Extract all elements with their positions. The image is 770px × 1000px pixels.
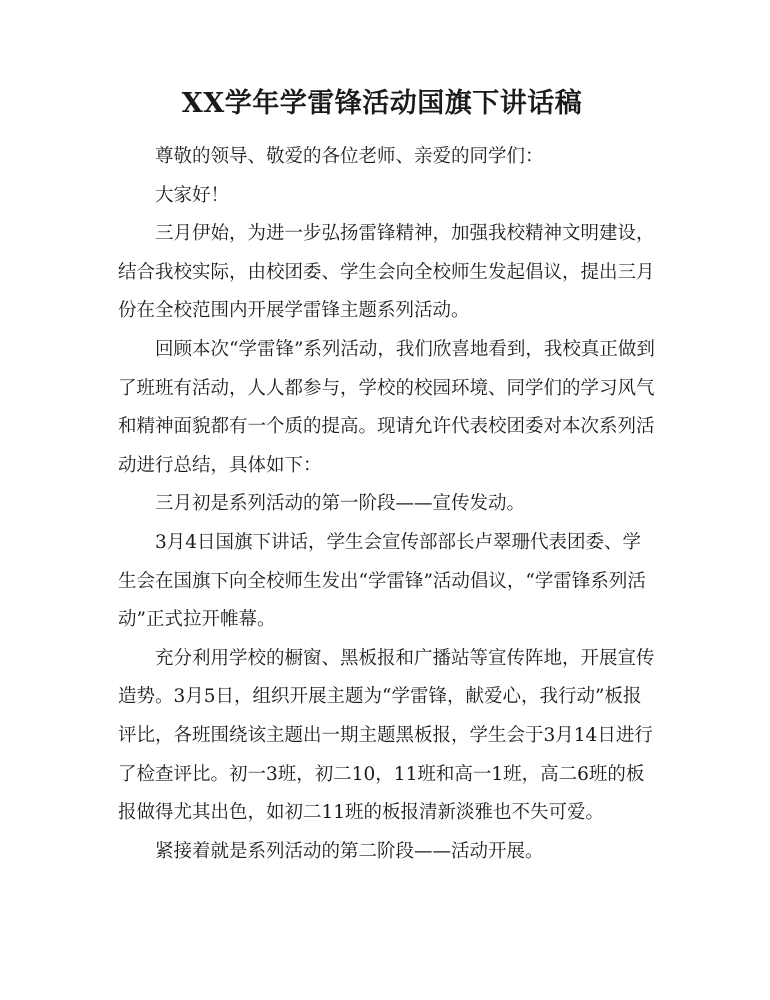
paragraph-intro: 三月伊始，为进一步弘扬雷锋精神，加强我校精神文明建设，结合我校实际，由校团委、学生会向全校师生发起倡议，提出三月份在全校范围内开展学雷锋主题系列活动。 (118, 223, 655, 322)
paragraph-phase-two: 紧接着就是系列活动的第二阶段——活动开展。 (155, 840, 544, 862)
paragraph-salutation: 尊敬的领导、敬爱的各位老师、亲爱的同学们： (155, 146, 544, 167)
document-title: XX学年学雷锋活动国旗下讲话稿 (181, 88, 583, 119)
paragraph-phase-one: 三月初是系列活动的第一阶段——宣传发动。 (155, 493, 526, 515)
paragraph-publicity: 充分利用学校的橱窗、黑板报和广播站等宣传阵地，开展宣传造势。3月5日，组织开展主题为“学雷锋，献爱心，我行动”板报评比，各班围绕该主题出一期主题黑板报，学生会于3月14日进行了检查评比。初一3班，初二10，11班和高一1班，高二6班的板报做得尤其出色，如初二11班的板报清新淡雅也不失可爱。 (118, 647, 655, 824)
paragraph-greeting: 大家好！ (155, 184, 230, 206)
paragraph-flag-speech: 3月4日国旗下讲话，学生会宣传部部长卢翠珊代表团委、学生会在国旗下向全校师生发出“学雷锋”活动倡议，“学雷锋系列活动”正式拉开帷幕。 (118, 531, 646, 631)
document-page (118, 84, 658, 871)
paragraph-review: 回顾本次“学雷锋”系列活动，我们欣喜地看到，我校真正做到了班班有活动，人人都参与，学校的校园环境、同学们的学习风气和精神面貌都有一个质的提高。现请允许代表校团委对本次系列活动进行总结，具体如下： (118, 338, 655, 476)
